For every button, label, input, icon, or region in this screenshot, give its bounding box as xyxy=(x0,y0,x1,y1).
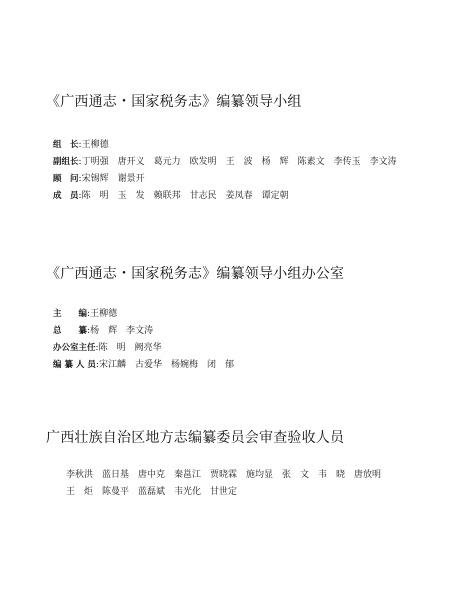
colon: : xyxy=(87,309,91,319)
section-title: 广西壮族自治区地方志编纂委员会审查验收人员 xyxy=(46,430,345,446)
colon: : xyxy=(95,360,99,370)
role-label: 顾 问 xyxy=(53,174,79,184)
member-names: 宋锡辉 谢景开 xyxy=(81,174,145,184)
member-names: 杨 辉 李文涛 xyxy=(90,326,154,336)
member-names: 王柳德 xyxy=(81,140,109,150)
colon: : xyxy=(78,157,82,167)
member-names: 陈 明 玉 发 赖联邦 甘志民 姜凤春 谭定朝 xyxy=(81,191,289,201)
role-label: 成 员 xyxy=(53,191,79,201)
role-label: 主 编 xyxy=(53,309,88,319)
member-row xyxy=(53,360,234,371)
member-row xyxy=(53,326,153,337)
role-label: 编 纂 人 员 xyxy=(53,360,96,370)
member-row xyxy=(53,343,162,354)
reviewer-names-line: 李秋洪 蓝日基 唐中克 秦邕江 贾晓霖 施均显 张 文 韦 晓 唐放明 xyxy=(66,470,382,480)
colon: : xyxy=(95,343,99,353)
member-names: 宋江麟 古爱华 杨婉梅 闭 郁 xyxy=(98,360,234,370)
role-label: 总 纂 xyxy=(53,326,88,336)
role-label: 组 长 xyxy=(53,140,79,150)
section-title: 《广西通志・国家税务志》编纂领导小组办公室 xyxy=(46,266,345,282)
member-row xyxy=(53,191,289,202)
reviewer-names-line: 王 炬 陈曼平 蓝磊斌 韦光化 甘世定 xyxy=(66,487,238,497)
role-label: 办公室主任 xyxy=(53,343,96,353)
member-names: 王柳德 xyxy=(90,309,118,319)
member-row xyxy=(53,157,397,168)
colon: : xyxy=(78,191,82,201)
role-label: 副组长 xyxy=(53,157,79,167)
section-title: 《广西通志・国家税务志》编纂领导小组 xyxy=(46,94,302,110)
colon: : xyxy=(78,174,82,184)
colon: : xyxy=(87,326,91,336)
member-row xyxy=(53,140,109,151)
member-row xyxy=(53,174,145,185)
colon: : xyxy=(78,140,82,150)
member-row xyxy=(53,309,117,320)
member-names: 丁明强 唐开义 葛元力 欧发明 王 波 杨 辉 陈素文 李传玉 李文涛 xyxy=(81,157,397,167)
member-names: 陈 明 阙亮华 xyxy=(98,343,162,353)
